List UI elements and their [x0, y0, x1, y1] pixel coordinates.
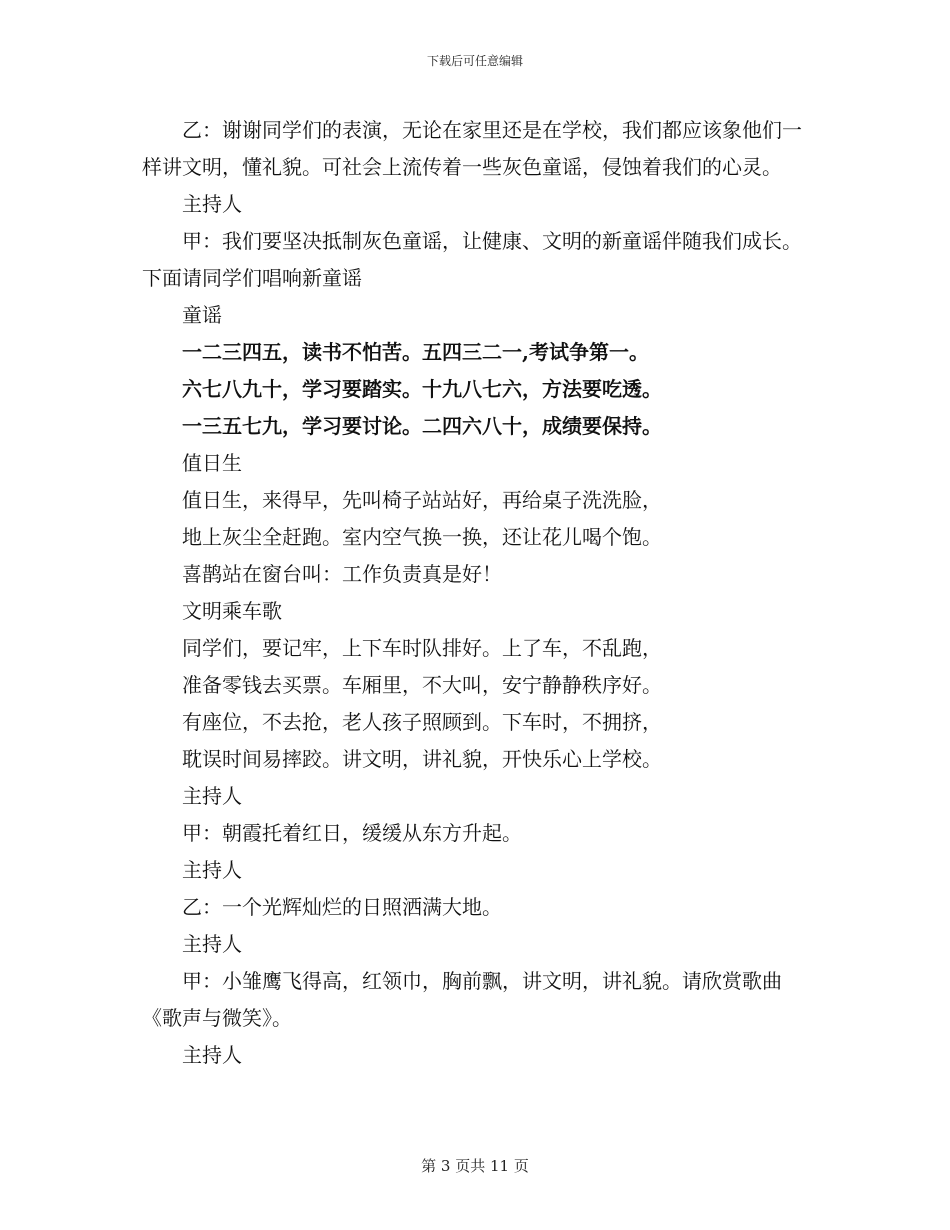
host-label: 主持人: [182, 858, 242, 882]
bus-song-line: 同学们，要记牢，上下车时队排好。上了车，不乱跑，: [182, 636, 662, 660]
page-header-note: 下载后可任意编辑: [426, 54, 523, 68]
duty-line: 喜鹊站在窗台叫：工作负责真是好！: [182, 562, 502, 586]
host-label: 主持人: [182, 784, 242, 808]
duty-title: 值日生: [182, 451, 242, 475]
page-number: 第 3 页共 11 页: [421, 1157, 529, 1175]
host-label: 主持人: [182, 1043, 242, 1067]
host-label: 主持人: [182, 192, 242, 216]
dialogue-line: 乙：一个光辉灿烂的日照洒满大地。: [182, 895, 502, 919]
host-label: 主持人: [182, 932, 242, 956]
rhyme-line: 一三五七九，学习要讨论。二四六八十，成绩要保持。: [182, 414, 662, 438]
duty-line: 值日生，来得早，先叫椅子站站好，再给桌子洗洗脸，: [182, 488, 662, 512]
rhyme-line: 六七八九十，学习要踏实。十九八七六，方法要吃透。: [182, 377, 662, 401]
bus-song-line: 准备零钱去买票。车厢里，不大叫，安宁静静秩序好。: [182, 673, 662, 697]
dialogue-paragraph: 甲：我们要坚决抵制灰色童谣，让健康、文明的新童谣伴随我们成长。下面请同学们唱响新童谣: [142, 229, 802, 290]
bus-song-line: 耽误时间易摔跤。讲文明，讲礼貌，开快乐心上学校。: [182, 747, 662, 771]
rhyme-line: 一二三四五，读书不怕苦。五四三二一,考试争第一。: [182, 340, 649, 364]
rhyme-title: 童谣: [182, 303, 222, 327]
dialogue-line: 甲：朝霞托着红日，缓缓从东方升起。: [182, 821, 522, 845]
dialogue-paragraph: 甲：小雏鹰飞得高，红领巾，胸前飘，讲文明，讲礼貌。请欣赏歌曲《歌声与微笑》。: [142, 969, 782, 1030]
dialogue-paragraph: 乙：谢谢同学们的表演，无论在家里还是在学校，我们都应该象他们一样讲文明，懂礼貌。可社会上流传着一些灰色童谣，侵蚀着我们的心灵。: [142, 118, 802, 179]
document-body: [142, 112, 802, 1074]
bus-song-line: 有座位，不去抢，老人孩子照顾到。下车时，不拥挤，: [182, 710, 662, 734]
bus-song-title: 文明乘车歌: [182, 599, 282, 623]
duty-line: 地上灰尘全赶跑。室内空气换一换，还让花儿喝个饱。: [182, 525, 662, 549]
